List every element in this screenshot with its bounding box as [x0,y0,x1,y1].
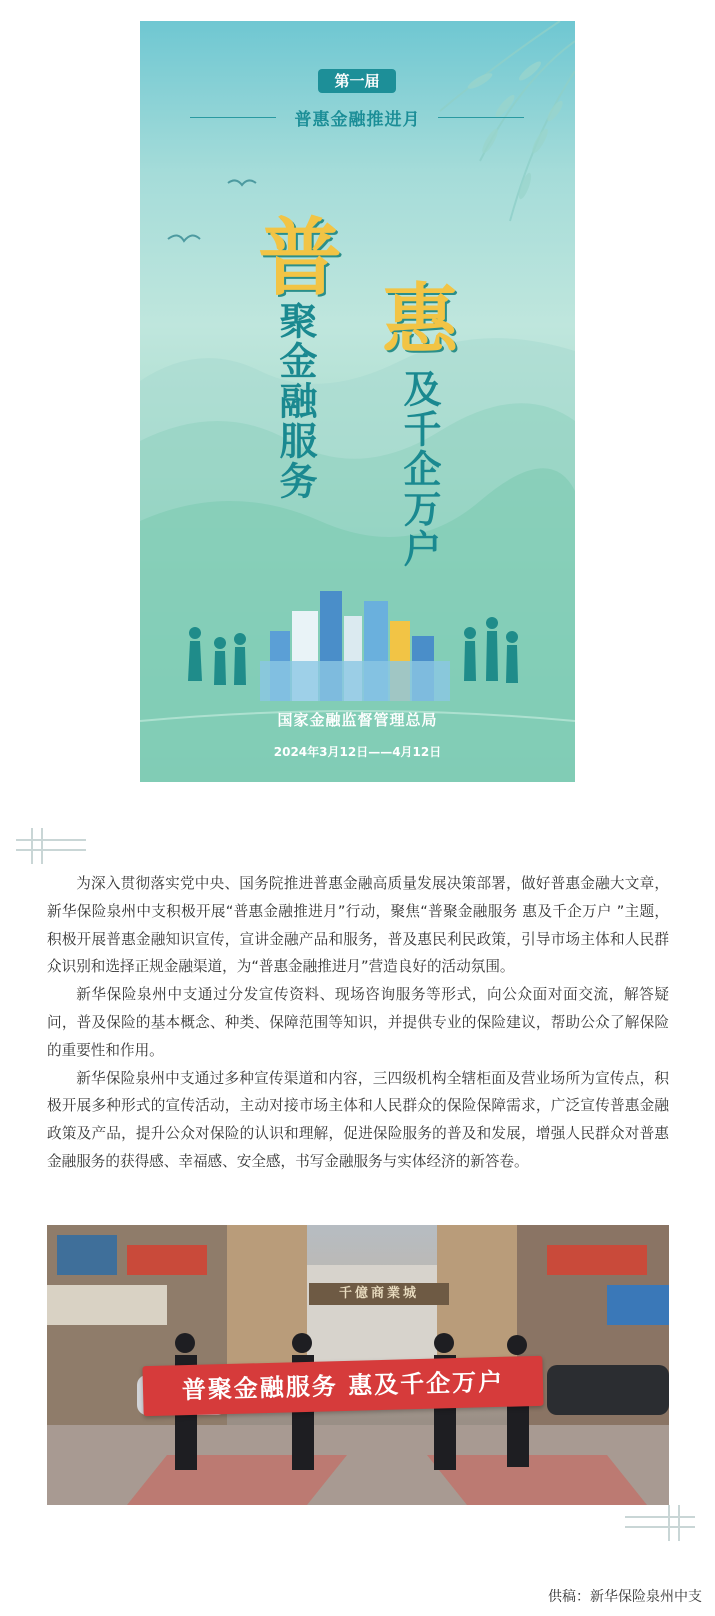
campaign-poster [140,21,575,782]
hash-decoration-icon [16,826,88,866]
mall-sign: 千億商業城 [309,1283,449,1305]
poster-scenery [140,21,575,782]
bird-icon [168,235,200,241]
poster-issuer: 国家金融监督管理总局 [277,711,438,729]
article-credit: 供稿：新华保险泉州中支 [548,1589,702,1605]
poster-char-hui: 惠 [382,275,458,364]
poster-period: 2024年3月12日——4月12日 [273,745,442,759]
event-photo [47,1225,669,1505]
poster-subtitle: 普惠金融推进月 [294,110,421,130]
article-paragraph: 新华保险泉州中支通过多种宣传渠道和内容，三四级机构全辖柜面及营业场所为宣传点，积极开展多种形式的宣传活动，主动对接市场主体和人民群众的保险保障需求，广泛宣传普惠金融政策及产品，提升公众对保险的认识和理解，促进保险服务的普及和发展，增强人民群众对普惠金融服务的获得感、幸福感、安全感，书写金融服务与实体经济的新答卷。 [47,1069,669,1170]
poster-slogan-right: 及千企万户 [397,369,441,569]
hash-decoration-icon [625,1503,697,1543]
article-paragraph: 为深入贯彻落实党中央、国务院推进普惠金融高质量发展决策部署，做好普惠金融大文章，新华保险泉州中支积极开展“普惠金融推进月”行动，聚焦“普聚金融服务 惠及千企万户 ”主题，积极开展普惠金融知识宣传，宣讲金融产品和服务，普及惠民利民政策，引导市场主体和人民群众识别和选择正规金融渠道，为“普惠金融推进月”营造良好的活动氛围。 [47,875,669,976]
poster-slogan-left: 聚金融服务 [273,301,317,501]
bird-icon [228,180,256,185]
subtitle-divider-right [438,117,524,118]
article-paragraph: 新华保险泉州中支通过分发宣传资料、现场咨询服务等形式，向公众面对面交流，解答疑问，普及保险的基本概念、种类、保障范围等知识，并提供专业的保险建议，帮助公众了解保险的重要性和作用。 [47,986,669,1059]
poster-char-pu: 普 [258,208,343,307]
red-banner: 普聚金融服务 惠及千企万户 [142,1356,543,1416]
article-body [47,870,669,1176]
edition-badge: 第一届 [318,69,396,93]
